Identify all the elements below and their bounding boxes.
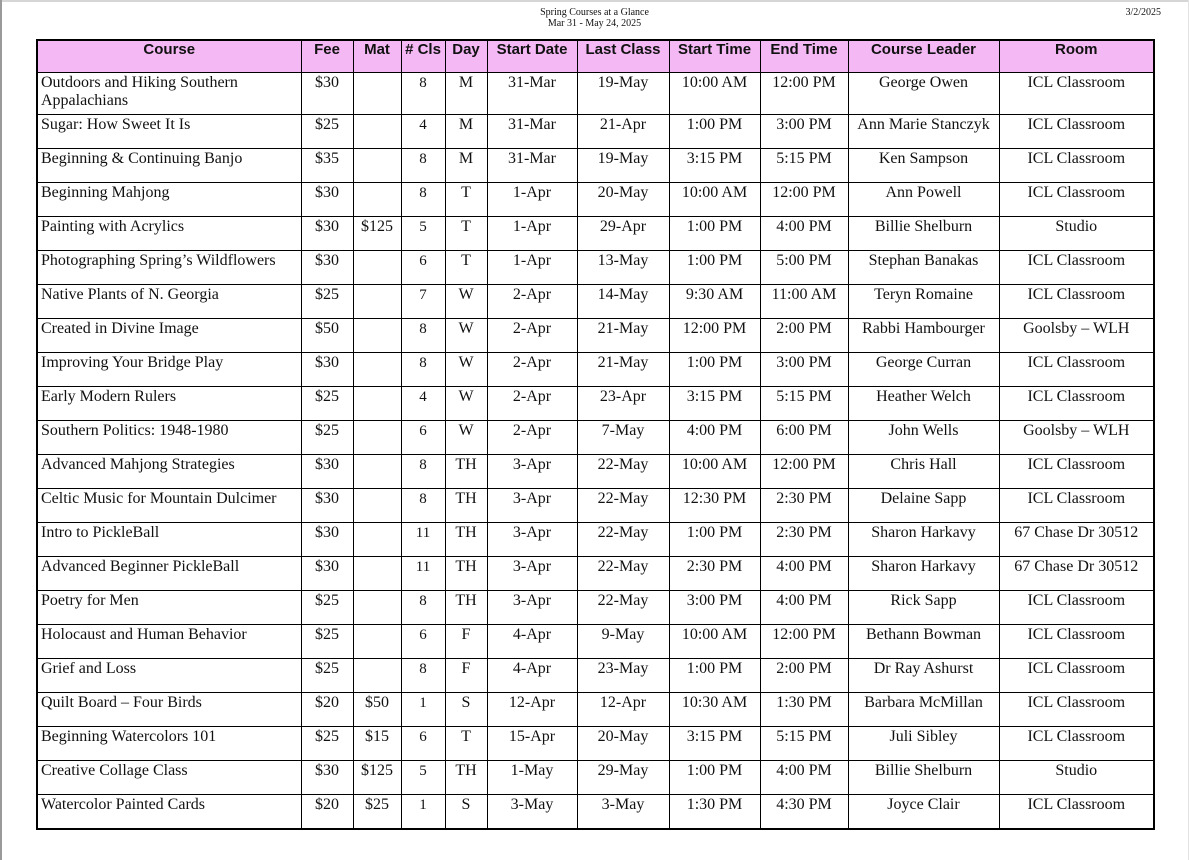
end-time-cell: 2:30 PM xyxy=(760,523,848,557)
class-count-cell: 7 xyxy=(401,285,445,319)
fee-cell: $25 xyxy=(301,285,353,319)
course-leader-cell: Sharon Harkavy xyxy=(848,523,999,557)
column-header-classes: # Cls xyxy=(401,40,445,73)
materials-cell xyxy=(353,115,401,149)
end-time-cell: 12:00 PM xyxy=(760,73,848,115)
document-title-block xyxy=(0,7,1189,29)
table-row xyxy=(37,761,1154,795)
table-row xyxy=(37,693,1154,727)
start-time-cell: 1:00 PM xyxy=(669,353,760,387)
room-cell: ICL Classroom xyxy=(999,625,1154,659)
course-name-cell: Painting with Acrylics xyxy=(37,217,301,251)
room-cell: ICL Classroom xyxy=(999,795,1154,830)
materials-cell xyxy=(353,149,401,183)
last-class-cell: 14-May xyxy=(577,285,669,319)
end-time-cell: 2:00 PM xyxy=(760,319,848,353)
table-row xyxy=(37,489,1154,523)
fee-cell: $30 xyxy=(301,73,353,115)
start-time-cell: 3:15 PM xyxy=(669,387,760,421)
column-header-fee: Fee xyxy=(301,40,353,73)
end-time-cell: 4:30 PM xyxy=(760,795,848,830)
fee-cell: $35 xyxy=(301,149,353,183)
day-cell: TH xyxy=(445,591,487,625)
class-count-cell: 6 xyxy=(401,625,445,659)
materials-cell: $125 xyxy=(353,217,401,251)
course-name-cell: Holocaust and Human Behavior xyxy=(37,625,301,659)
start-date-cell: 1-Apr xyxy=(487,251,577,285)
class-count-cell: 8 xyxy=(401,455,445,489)
last-class-cell: 19-May xyxy=(577,73,669,115)
day-cell: M xyxy=(445,73,487,115)
last-class-cell: 23-May xyxy=(577,659,669,693)
start-time-cell: 10:00 AM xyxy=(669,73,760,115)
table-row xyxy=(37,217,1154,251)
start-date-cell: 4-Apr xyxy=(487,625,577,659)
materials-cell xyxy=(353,285,401,319)
room-cell: ICL Classroom xyxy=(999,73,1154,115)
day-cell: T xyxy=(445,727,487,761)
end-time-cell: 5:15 PM xyxy=(760,149,848,183)
table-row xyxy=(37,557,1154,591)
end-time-cell: 4:00 PM xyxy=(760,557,848,591)
top-border xyxy=(0,0,1189,2)
last-class-cell: 22-May xyxy=(577,523,669,557)
fee-cell: $30 xyxy=(301,523,353,557)
table-row xyxy=(37,319,1154,353)
last-class-cell: 12-Apr xyxy=(577,693,669,727)
day-cell: W xyxy=(445,353,487,387)
left-border xyxy=(0,0,2,860)
course-leader-cell: Dr Ray Ashurst xyxy=(848,659,999,693)
course-name-cell: Beginning Mahjong xyxy=(37,183,301,217)
fee-cell: $30 xyxy=(301,761,353,795)
table-row xyxy=(37,149,1154,183)
room-cell: ICL Classroom xyxy=(999,489,1154,523)
start-time-cell: 1:00 PM xyxy=(669,761,760,795)
class-count-cell: 8 xyxy=(401,353,445,387)
room-cell: ICL Classroom xyxy=(999,285,1154,319)
table-row xyxy=(37,421,1154,455)
last-class-cell: 22-May xyxy=(577,489,669,523)
course-table-body xyxy=(37,73,1154,830)
materials-cell xyxy=(353,353,401,387)
start-date-cell: 2-Apr xyxy=(487,387,577,421)
class-count-cell: 1 xyxy=(401,693,445,727)
table-row xyxy=(37,727,1154,761)
class-count-cell: 8 xyxy=(401,659,445,693)
end-time-cell: 5:15 PM xyxy=(760,727,848,761)
class-count-cell: 8 xyxy=(401,591,445,625)
document-date: 3/2/2025 xyxy=(1125,7,1161,18)
fee-cell: $25 xyxy=(301,659,353,693)
column-header-start-time: Start Time xyxy=(669,40,760,73)
materials-cell xyxy=(353,591,401,625)
start-date-cell: 31-Mar xyxy=(487,149,577,183)
fee-cell: $20 xyxy=(301,693,353,727)
course-leader-cell: Joyce Clair xyxy=(848,795,999,830)
course-leader-cell: Chris Hall xyxy=(848,455,999,489)
start-date-cell: 3-Apr xyxy=(487,557,577,591)
room-cell: ICL Classroom xyxy=(999,251,1154,285)
course-name-cell: Poetry for Men xyxy=(37,591,301,625)
class-count-cell: 4 xyxy=(401,115,445,149)
course-leader-cell: Bethann Bowman xyxy=(848,625,999,659)
fee-cell: $30 xyxy=(301,251,353,285)
start-time-cell: 12:30 PM xyxy=(669,489,760,523)
course-name-cell: Outdoors and Hiking Southern Appalachians xyxy=(37,73,301,115)
day-cell: W xyxy=(445,387,487,421)
class-count-cell: 11 xyxy=(401,523,445,557)
end-time-cell: 4:00 PM xyxy=(760,761,848,795)
room-cell: ICL Classroom xyxy=(999,387,1154,421)
header-row xyxy=(37,40,1154,73)
end-time-cell: 12:00 PM xyxy=(760,183,848,217)
course-name-cell: Beginning & Continuing Banjo xyxy=(37,149,301,183)
materials-cell xyxy=(353,659,401,693)
start-date-cell: 3-Apr xyxy=(487,489,577,523)
materials-cell xyxy=(353,455,401,489)
fee-cell: $25 xyxy=(301,727,353,761)
day-cell: T xyxy=(445,183,487,217)
day-cell: TH xyxy=(445,523,487,557)
fee-cell: $25 xyxy=(301,115,353,149)
end-time-cell: 3:00 PM xyxy=(760,353,848,387)
last-class-cell: 20-May xyxy=(577,183,669,217)
table-row xyxy=(37,353,1154,387)
course-leader-cell: Rick Sapp xyxy=(848,591,999,625)
start-date-cell: 4-Apr xyxy=(487,659,577,693)
fee-cell: $20 xyxy=(301,795,353,830)
start-date-cell: 2-Apr xyxy=(487,353,577,387)
class-count-cell: 4 xyxy=(401,387,445,421)
start-date-cell: 31-Mar xyxy=(487,115,577,149)
last-class-cell: 9-May xyxy=(577,625,669,659)
room-cell: ICL Classroom xyxy=(999,659,1154,693)
end-time-cell: 11:00 AM xyxy=(760,285,848,319)
room-cell: Goolsby – WLH xyxy=(999,319,1154,353)
table-row xyxy=(37,795,1154,830)
table-row xyxy=(37,115,1154,149)
course-leader-cell: Juli Sibley xyxy=(848,727,999,761)
course-leader-cell: Heather Welch xyxy=(848,387,999,421)
table-row xyxy=(37,591,1154,625)
room-cell: ICL Classroom xyxy=(999,115,1154,149)
materials-cell: $50 xyxy=(353,693,401,727)
materials-cell xyxy=(353,251,401,285)
start-date-cell: 1-Apr xyxy=(487,217,577,251)
column-header-end-time: End Time xyxy=(760,40,848,73)
day-cell: F xyxy=(445,625,487,659)
course-leader-cell: Barbara McMillan xyxy=(848,693,999,727)
start-date-cell: 2-Apr xyxy=(487,421,577,455)
course-table xyxy=(36,39,1155,830)
course-leader-cell: Delaine Sapp xyxy=(848,489,999,523)
last-class-cell: 19-May xyxy=(577,149,669,183)
last-class-cell: 22-May xyxy=(577,557,669,591)
class-count-cell: 11 xyxy=(401,557,445,591)
course-name-cell: Watercolor Painted Cards xyxy=(37,795,301,830)
day-cell: TH xyxy=(445,557,487,591)
end-time-cell: 12:00 PM xyxy=(760,625,848,659)
course-name-cell: Created in Divine Image xyxy=(37,319,301,353)
fee-cell: $30 xyxy=(301,489,353,523)
room-cell: Studio xyxy=(999,761,1154,795)
room-cell: ICL Classroom xyxy=(999,455,1154,489)
document-subtitle: Mar 31 - May 24, 2025 xyxy=(547,18,642,29)
class-count-cell: 6 xyxy=(401,727,445,761)
course-name-cell: Native Plants of N. Georgia xyxy=(37,285,301,319)
room-cell: Studio xyxy=(999,217,1154,251)
course-leader-cell: Ken Sampson xyxy=(848,149,999,183)
room-cell: ICL Classroom xyxy=(999,353,1154,387)
course-name-cell: Creative Collage Class xyxy=(37,761,301,795)
end-time-cell: 1:30 PM xyxy=(760,693,848,727)
start-date-cell: 3-May xyxy=(487,795,577,830)
course-leader-cell: Ann Powell xyxy=(848,183,999,217)
start-date-cell: 15-Apr xyxy=(487,727,577,761)
table-row xyxy=(37,251,1154,285)
materials-cell: $25 xyxy=(353,795,401,830)
course-name-cell: Advanced Mahjong Strategies xyxy=(37,455,301,489)
table-row xyxy=(37,523,1154,557)
last-class-cell: 29-May xyxy=(577,761,669,795)
last-class-cell: 13-May xyxy=(577,251,669,285)
end-time-cell: 2:30 PM xyxy=(760,489,848,523)
course-name-cell: Advanced Beginner PickleBall xyxy=(37,557,301,591)
start-time-cell: 1:00 PM xyxy=(669,659,760,693)
class-count-cell: 5 xyxy=(401,761,445,795)
materials-cell xyxy=(353,183,401,217)
course-name-cell: Celtic Music for Mountain Dulcimer xyxy=(37,489,301,523)
column-header-course: Course xyxy=(37,40,301,73)
end-time-cell: 5:00 PM xyxy=(760,251,848,285)
end-time-cell: 4:00 PM xyxy=(760,591,848,625)
start-time-cell: 1:00 PM xyxy=(669,217,760,251)
start-time-cell: 1:30 PM xyxy=(669,795,760,830)
room-cell: 67 Chase Dr 30512 xyxy=(999,523,1154,557)
last-class-cell: 3-May xyxy=(577,795,669,830)
column-header-course-leader: Course Leader xyxy=(848,40,999,73)
course-name-cell: Improving Your Bridge Play xyxy=(37,353,301,387)
day-cell: W xyxy=(445,319,487,353)
last-class-cell: 23-Apr xyxy=(577,387,669,421)
materials-cell xyxy=(353,523,401,557)
table-row xyxy=(37,455,1154,489)
day-cell: T xyxy=(445,217,487,251)
document-title: Spring Courses at a Glance xyxy=(540,7,649,18)
day-cell: TH xyxy=(445,455,487,489)
course-leader-cell: George Owen xyxy=(848,73,999,115)
start-time-cell: 12:00 PM xyxy=(669,319,760,353)
table-row xyxy=(37,73,1154,115)
course-name-cell: Photographing Spring’s Wildflowers xyxy=(37,251,301,285)
day-cell: F xyxy=(445,659,487,693)
start-date-cell: 31-Mar xyxy=(487,73,577,115)
start-time-cell: 1:00 PM xyxy=(669,115,760,149)
course-name-cell: Early Modern Rulers xyxy=(37,387,301,421)
start-time-cell: 1:00 PM xyxy=(669,523,760,557)
room-cell: 67 Chase Dr 30512 xyxy=(999,557,1154,591)
start-time-cell: 3:15 PM xyxy=(669,727,760,761)
course-leader-cell: Stephan Banakas xyxy=(848,251,999,285)
course-name-cell: Southern Politics: 1948-1980 xyxy=(37,421,301,455)
start-date-cell: 12-Apr xyxy=(487,693,577,727)
start-date-cell: 3-Apr xyxy=(487,455,577,489)
start-time-cell: 10:00 AM xyxy=(669,455,760,489)
column-header-mat: Mat xyxy=(353,40,401,73)
course-leader-cell: Sharon Harkavy xyxy=(848,557,999,591)
course-leader-cell: Billie Shelburn xyxy=(848,761,999,795)
table-row xyxy=(37,183,1154,217)
class-count-cell: 8 xyxy=(401,319,445,353)
fee-cell: $30 xyxy=(301,455,353,489)
start-time-cell: 1:00 PM xyxy=(669,251,760,285)
fee-cell: $25 xyxy=(301,387,353,421)
day-cell: TH xyxy=(445,761,487,795)
last-class-cell: 21-Apr xyxy=(577,115,669,149)
start-time-cell: 4:00 PM xyxy=(669,421,760,455)
fee-cell: $25 xyxy=(301,625,353,659)
course-name-cell: Intro to PickleBall xyxy=(37,523,301,557)
day-cell: T xyxy=(445,251,487,285)
course-name-cell: Beginning Watercolors 101 xyxy=(37,727,301,761)
class-count-cell: 8 xyxy=(401,149,445,183)
table-row xyxy=(37,659,1154,693)
end-time-cell: 6:00 PM xyxy=(760,421,848,455)
day-cell: M xyxy=(445,115,487,149)
course-leader-cell: Rabbi Hambourger xyxy=(848,319,999,353)
last-class-cell: 29-Apr xyxy=(577,217,669,251)
start-time-cell: 10:30 AM xyxy=(669,693,760,727)
last-class-cell: 20-May xyxy=(577,727,669,761)
course-name-cell: Grief and Loss xyxy=(37,659,301,693)
end-time-cell: 4:00 PM xyxy=(760,217,848,251)
last-class-cell: 21-May xyxy=(577,353,669,387)
start-date-cell: 1-Apr xyxy=(487,183,577,217)
materials-cell: $15 xyxy=(353,727,401,761)
column-header-start-date: Start Date xyxy=(487,40,577,73)
room-cell: ICL Classroom xyxy=(999,183,1154,217)
end-time-cell: 12:00 PM xyxy=(760,455,848,489)
start-time-cell: 10:00 AM xyxy=(669,625,760,659)
materials-cell xyxy=(353,73,401,115)
fee-cell: $30 xyxy=(301,353,353,387)
class-count-cell: 8 xyxy=(401,183,445,217)
fee-cell: $30 xyxy=(301,557,353,591)
fee-cell: $25 xyxy=(301,421,353,455)
fee-cell: $25 xyxy=(301,591,353,625)
column-header-last-class: Last Class xyxy=(577,40,669,73)
materials-cell xyxy=(353,489,401,523)
start-date-cell: 3-Apr xyxy=(487,523,577,557)
course-leader-cell: Teryn Romaine xyxy=(848,285,999,319)
class-count-cell: 6 xyxy=(401,251,445,285)
class-count-cell: 6 xyxy=(401,421,445,455)
day-cell: M xyxy=(445,149,487,183)
materials-cell xyxy=(353,625,401,659)
start-time-cell: 3:00 PM xyxy=(669,591,760,625)
last-class-cell: 7-May xyxy=(577,421,669,455)
end-time-cell: 5:15 PM xyxy=(760,387,848,421)
fee-cell: $30 xyxy=(301,183,353,217)
table-row xyxy=(37,285,1154,319)
class-count-cell: 8 xyxy=(401,489,445,523)
course-leader-cell: Billie Shelburn xyxy=(848,217,999,251)
materials-cell: $125 xyxy=(353,761,401,795)
room-cell: ICL Classroom xyxy=(999,727,1154,761)
room-cell: ICL Classroom xyxy=(999,149,1154,183)
last-class-cell: 22-May xyxy=(577,591,669,625)
materials-cell xyxy=(353,557,401,591)
start-time-cell: 3:15 PM xyxy=(669,149,760,183)
course-leader-cell: George Curran xyxy=(848,353,999,387)
course-leader-cell: Ann Marie Stanczyk xyxy=(848,115,999,149)
course-name-cell: Sugar: How Sweet It Is xyxy=(37,115,301,149)
fee-cell: $30 xyxy=(301,217,353,251)
room-cell: Goolsby – WLH xyxy=(999,421,1154,455)
start-time-cell: 10:00 AM xyxy=(669,183,760,217)
fee-cell: $50 xyxy=(301,319,353,353)
day-cell: W xyxy=(445,421,487,455)
last-class-cell: 21-May xyxy=(577,319,669,353)
day-cell: W xyxy=(445,285,487,319)
column-header-day: Day xyxy=(445,40,487,73)
materials-cell xyxy=(353,319,401,353)
class-count-cell: 1 xyxy=(401,795,445,830)
day-cell: S xyxy=(445,693,487,727)
table-row xyxy=(37,625,1154,659)
start-time-cell: 2:30 PM xyxy=(669,557,760,591)
table-row xyxy=(37,387,1154,421)
class-count-cell: 8 xyxy=(401,73,445,115)
column-header-room: Room xyxy=(999,40,1154,73)
end-time-cell: 2:00 PM xyxy=(760,659,848,693)
course-leader-cell: John Wells xyxy=(848,421,999,455)
start-time-cell: 9:30 AM xyxy=(669,285,760,319)
room-cell: ICL Classroom xyxy=(999,693,1154,727)
materials-cell xyxy=(353,421,401,455)
materials-cell xyxy=(353,387,401,421)
start-date-cell: 3-Apr xyxy=(487,591,577,625)
start-date-cell: 2-Apr xyxy=(487,319,577,353)
end-time-cell: 3:00 PM xyxy=(760,115,848,149)
day-cell: S xyxy=(445,795,487,830)
course-name-cell: Quilt Board – Four Birds xyxy=(37,693,301,727)
day-cell: TH xyxy=(445,489,487,523)
start-date-cell: 1-May xyxy=(487,761,577,795)
class-count-cell: 5 xyxy=(401,217,445,251)
room-cell: ICL Classroom xyxy=(999,591,1154,625)
start-date-cell: 2-Apr xyxy=(487,285,577,319)
last-class-cell: 22-May xyxy=(577,455,669,489)
